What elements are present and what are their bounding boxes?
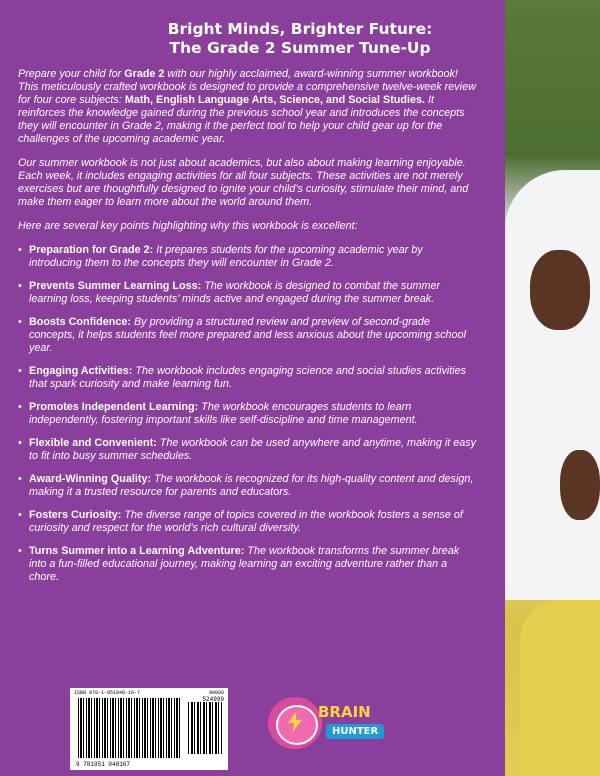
key-point [18, 545, 478, 584]
brain-bolt-icon [268, 697, 322, 749]
barcode-side-code: 524999 [202, 696, 224, 703]
key-point-text: The workbook can be used anywhere and anytime, making it easy to fit into busy summer schedules. [29, 437, 477, 462]
intro-text-2: with our highly acclaimed, award-winning summer workbook! This meticulously crafted workbook is designed to provide a comprehensive twelve-week review for four core subjects: [18, 68, 476, 106]
key-point [18, 280, 478, 306]
body-text [18, 68, 478, 594]
key-point-title: Flexible and Convenient: [29, 437, 157, 449]
yellow-clothing-shape [520, 600, 600, 776]
key-point-text: The workbook is recognized for its high-quality content and design, making it a trusted resource for parents and educators. [29, 473, 474, 498]
key-point-text: The workbook encourages students to learn independently, fostering important skills like self-discipline and time management. [29, 401, 418, 426]
isbn-barcode [70, 688, 228, 770]
key-point-text: The workbook transforms the summer break into a fun-filled educational journey, making learning an exciting adventure rather than a chore. [29, 545, 460, 583]
shirt-shape [505, 170, 600, 600]
key-point-text: The diverse range of topics covered in the workbook fosters a sense of curiosity and respect for the world’s rich cultural diversity. [29, 509, 463, 534]
hand-shape-2 [560, 450, 600, 520]
barcode-price: 90000 [208, 690, 224, 696]
key-point-title: Boosts Confidence: [29, 316, 131, 328]
key-point [18, 365, 478, 391]
barcode-number: 9 781951 048167 [76, 761, 131, 768]
intro-paragraph [18, 68, 478, 146]
key-point [18, 473, 478, 499]
key-point-title: Turns Summer into a Learning Adventure: [29, 545, 245, 557]
page-title [0, 20, 600, 58]
key-point-title: Promotes Independent Learning: [29, 401, 199, 413]
isbn-text: ISBN 978-1-951048-16-7 [74, 690, 141, 696]
logo-word-hunter: HUNTER [326, 724, 384, 739]
second-paragraph: Our summer workbook is not just about academics, but also about making learning enjoyable. Each week, it includes engaging activities for all four subjects. These activities are not merely exercises but are thoughtfully designed to ignite your child’s curiosity, stimulate their mind, and make them eager to learn more about the world around them. [18, 157, 469, 208]
key-point-text: It prepares students for the upcoming academic year by introducing them to the concepts they will encounter in Grade 2. [29, 244, 423, 269]
key-point-title: Award-Winning Quality: [29, 473, 152, 485]
key-point-title: Preparation for Grade 2: [29, 244, 154, 256]
intro-subjects: Math, English Language Arts, Science, and Social Studies. [124, 94, 426, 106]
key-point-text: The workbook is designed to combat the summer learning loss, keeping students’ minds active and engaged during the summer break. [29, 280, 441, 305]
key-point-title: Prevents Summer Learning Loss: [29, 280, 202, 292]
key-point [18, 401, 478, 427]
key-point-text: By providing a structured review and preview of second-grade concepts, it helps students feel more prepared and less anxious about the upcoming school year. [29, 316, 466, 354]
key-points-intro: Here are several key points highlighting why this workbook is excellent: [18, 220, 358, 232]
logo-word-brain: BRAIN [318, 703, 371, 721]
key-points-list [18, 244, 478, 584]
barcode-bars [78, 698, 182, 758]
key-point [18, 437, 478, 463]
hand-shape [530, 250, 590, 330]
key-point-text: The workbook includes engaging science and social studies activities that spark curiosity and make learning fun. [29, 365, 467, 390]
intro-text-1: Prepare your child for [18, 68, 125, 80]
key-point-title: Fosters Curiosity: [29, 509, 122, 521]
key-point-title: Engaging Activities: [29, 365, 133, 377]
intro-grade: Grade 2 [124, 68, 165, 80]
key-point [18, 509, 478, 535]
barcode-addon-bars [188, 702, 222, 754]
title-line-1: Bright Minds, Brighter Future: [167, 20, 433, 38]
title-line-2: The Grade 2 Summer Tune-Up [169, 39, 431, 57]
intro-text-3: It reinforces the knowledge gained during the previous school year and introduces the concepts they will encounter in Grade 2, making it the perfect tool to help your child gear up for the challenges of the upcoming academic year. [18, 94, 465, 145]
brain-hunter-logo [268, 697, 378, 749]
key-point [18, 316, 478, 355]
key-point [18, 244, 478, 270]
